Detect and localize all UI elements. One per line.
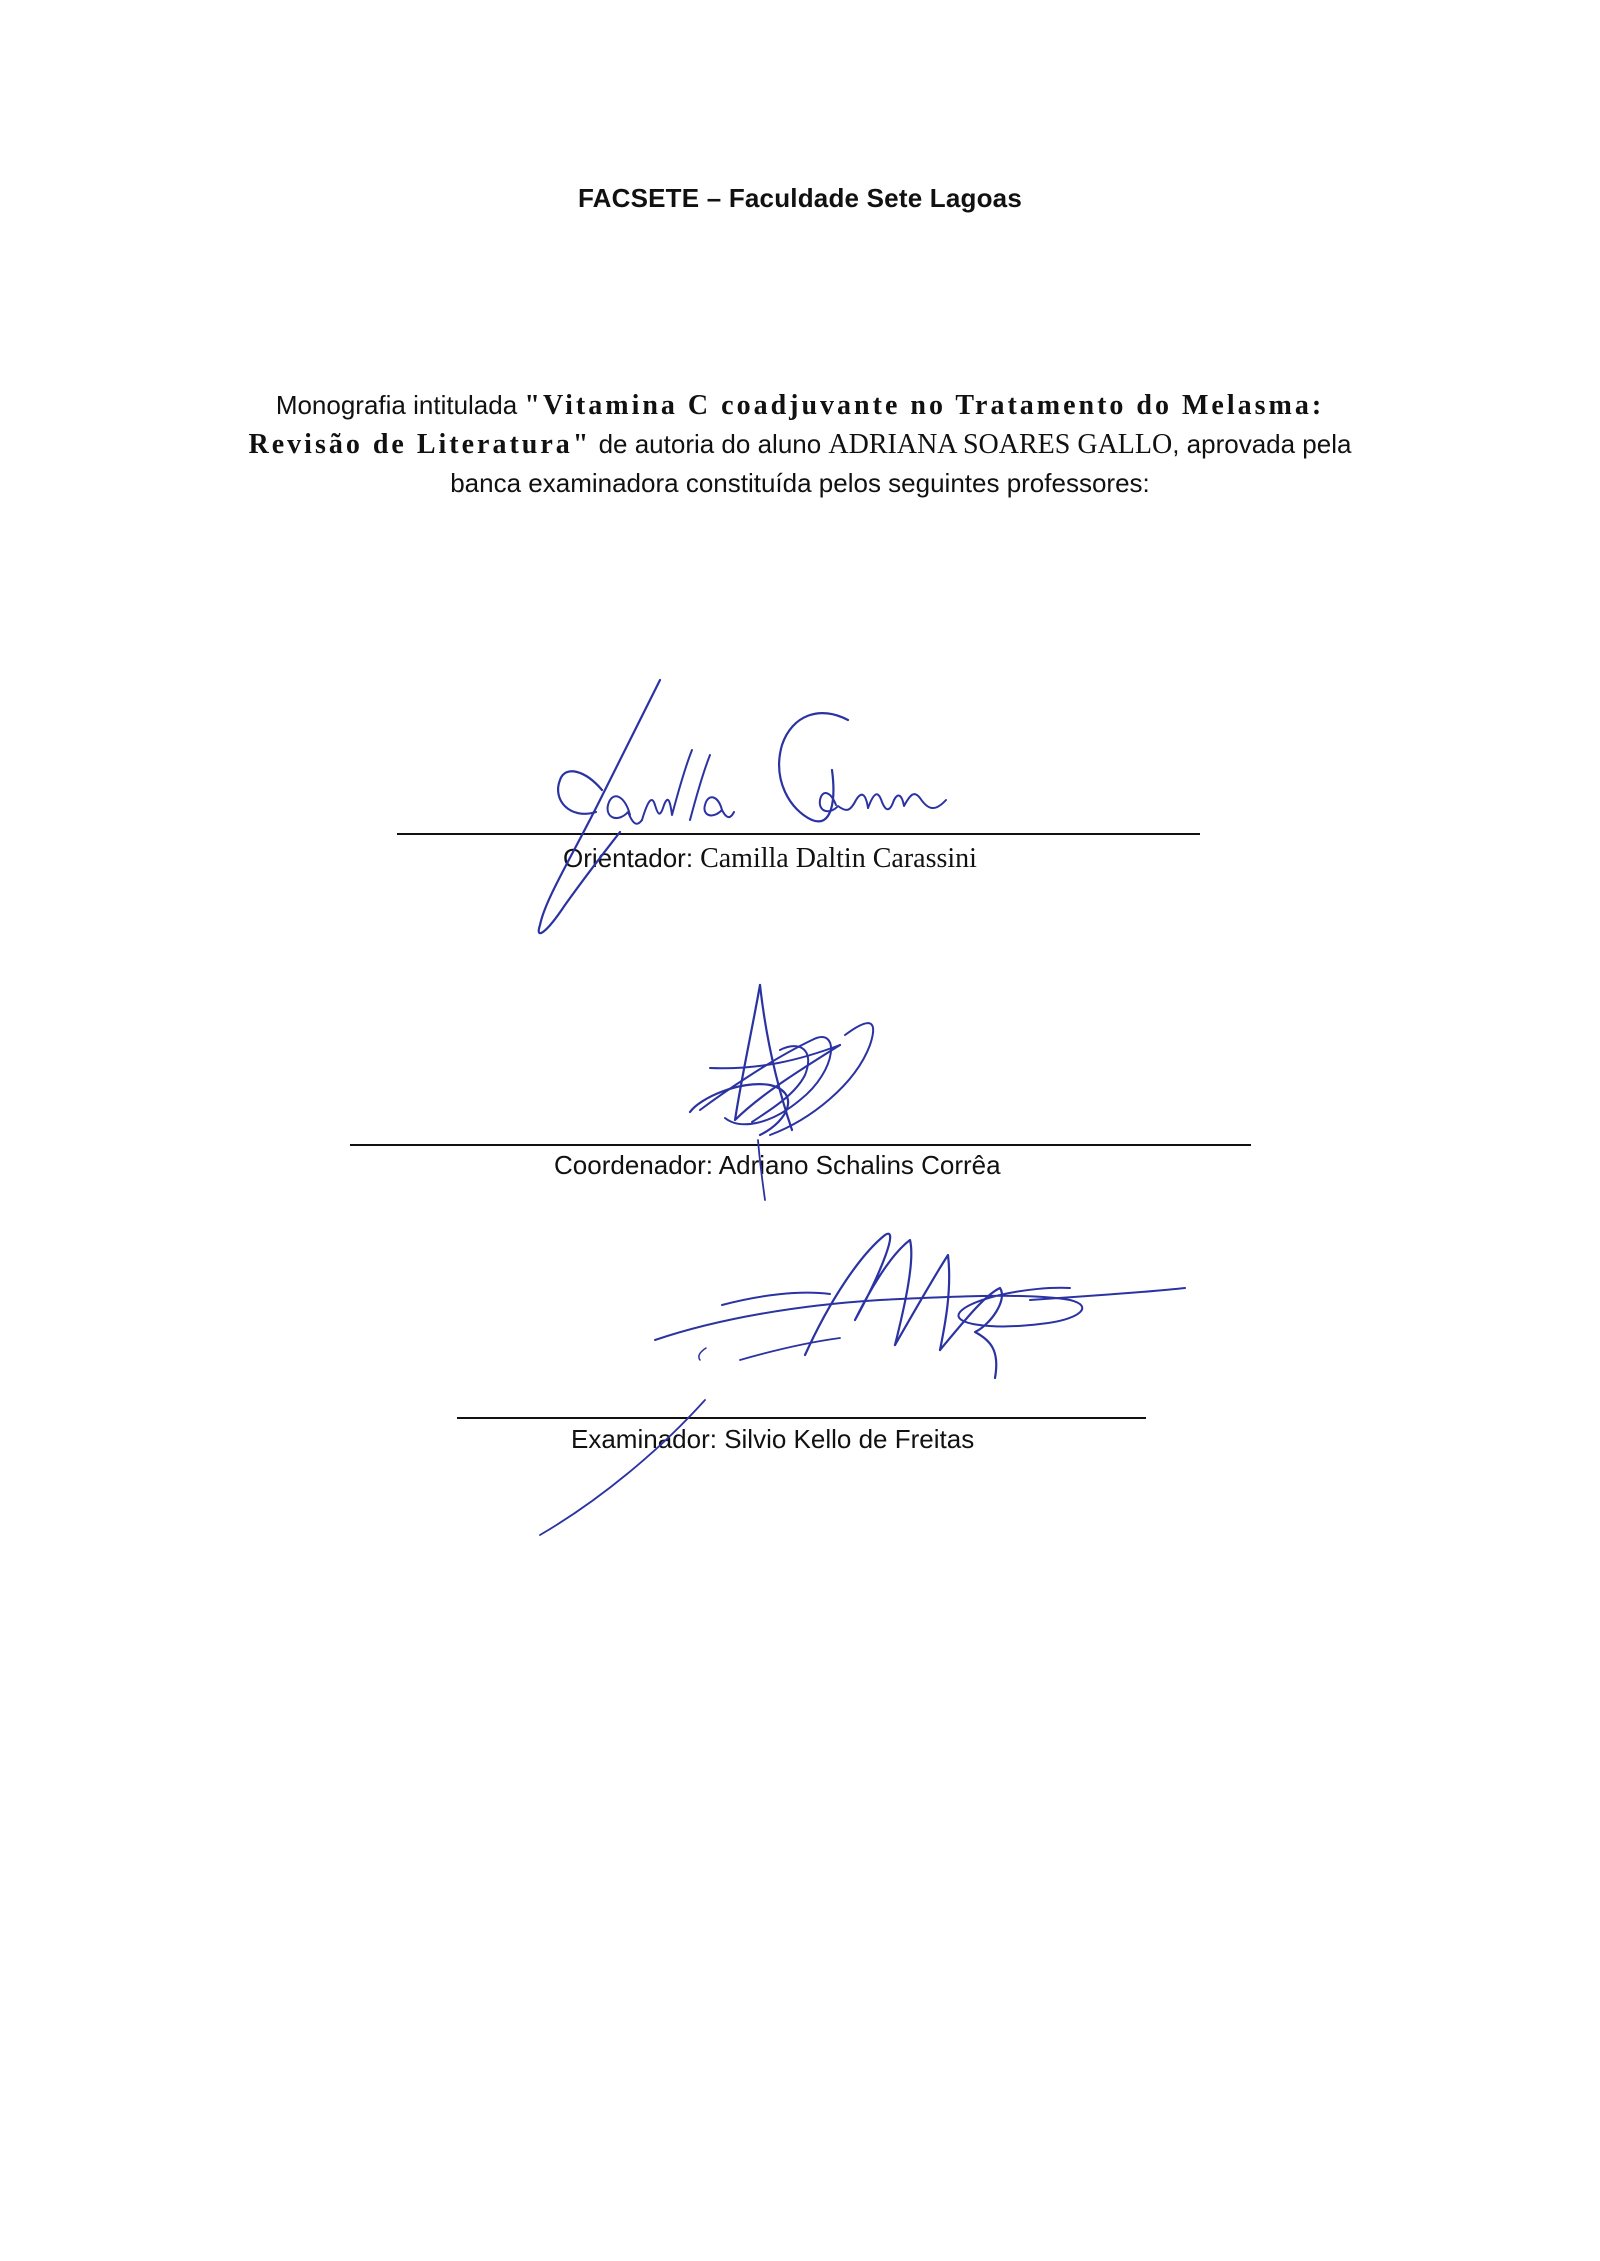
institution-name: FACSETE – Faculdade Sete Lagoas	[578, 183, 1022, 213]
authorship-text: de autoria do aluno	[591, 429, 829, 459]
orientador-role: Orientador:	[563, 843, 694, 873]
approval-statement	[232, 386, 1368, 503]
examinador-name: Silvio Kello de Freitas	[716, 1424, 975, 1454]
approval-closing: , aprovada pela banca examinadora constituída pelos seguintes professores:	[450, 429, 1352, 498]
coordenador-name: Adriano Schalins Corrêa	[713, 1150, 1001, 1180]
monograph-title: "Vitamina C coadjuvante no Tratamento do Melasma: Revisão de Literatura"	[248, 390, 1325, 460]
signature-line-examinador	[457, 1417, 1146, 1419]
approval-intro: Monografia intitulada	[275, 390, 525, 420]
signature-line-coordenador	[350, 1144, 1251, 1146]
coordenador-role: Coordenador:	[554, 1150, 713, 1180]
signature-caption-coordenador	[554, 1150, 1001, 1181]
signature-caption-examinador	[571, 1424, 974, 1455]
orientador-name: Camilla Daltin Carassini	[693, 843, 977, 874]
examinador-role: Examinador:	[571, 1424, 717, 1454]
signature-caption-orientador	[563, 843, 977, 875]
signature-line-orientador	[397, 833, 1200, 835]
author-name: ADRIANA SOARES GALLO	[828, 429, 1173, 460]
